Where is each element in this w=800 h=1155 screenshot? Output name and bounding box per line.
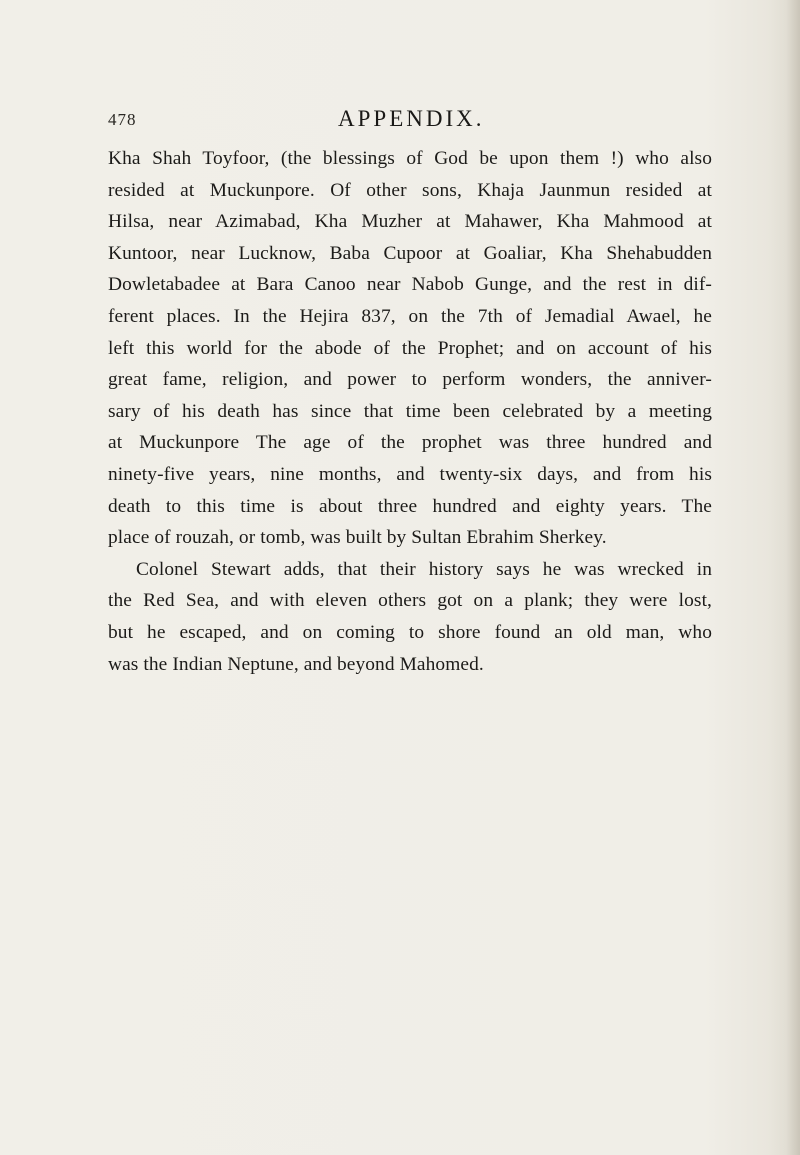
text-line: death to this time is about three hundred and eighty years. The [108, 495, 712, 517]
text-line: Hilsa, near Azimabad, Kha Muzher at Mahawer, Kha Mahmood at [108, 211, 712, 233]
text-line: left this world for the abode of the Prophet; and on account of his [108, 337, 712, 359]
text-line: ninety-five years, nine months, and twenty-six days, and from his [108, 463, 712, 485]
running-head: APPENDIX. [338, 106, 485, 131]
text-line: but he escaped, and on coming to shore found an old man, who [108, 621, 712, 643]
text-line: sary of his death has since that time been celebrated by a meeting [108, 400, 712, 422]
text-line: great fame, religion, and power to perform wonders, the anniver- [108, 369, 712, 391]
text-line: resided at Muckunpore. Of other sons, Khaja Jaunmun resided at [108, 179, 712, 201]
page-header [108, 106, 708, 140]
text-line: was the Indian Neptune, and beyond Mahomed. [108, 653, 484, 675]
text-line: Kuntoor, near Lucknow, Baba Cupoor at Goaliar, Kha Shehabudden [108, 242, 712, 264]
text-line: at Muckunpore The age of the prophet was three hundred and [108, 432, 712, 454]
text-line: ferent places. In the Hejira 837, on the 7th of Jemadial Awael, he [108, 305, 712, 327]
text-line: Kha Shah Toyfoor, (the blessings of God be upon them !) who also [108, 148, 712, 169]
page-edge-shadow [786, 0, 800, 1155]
body-text [108, 143, 712, 680]
page-number: 478 [108, 110, 137, 129]
text-line: place of rouzah, or tomb, was built by Sultan Ebrahim Sherkey. [108, 527, 607, 549]
text-line: the Red Sea, and with eleven others got on a plank; they were lost, [108, 590, 712, 612]
text-line: Dowletabadee at Bara Canoo near Nabob Gunge, and the rest in dif- [108, 274, 712, 296]
text-line: Colonel Stewart adds, that their history says he was wrecked in [136, 558, 712, 580]
